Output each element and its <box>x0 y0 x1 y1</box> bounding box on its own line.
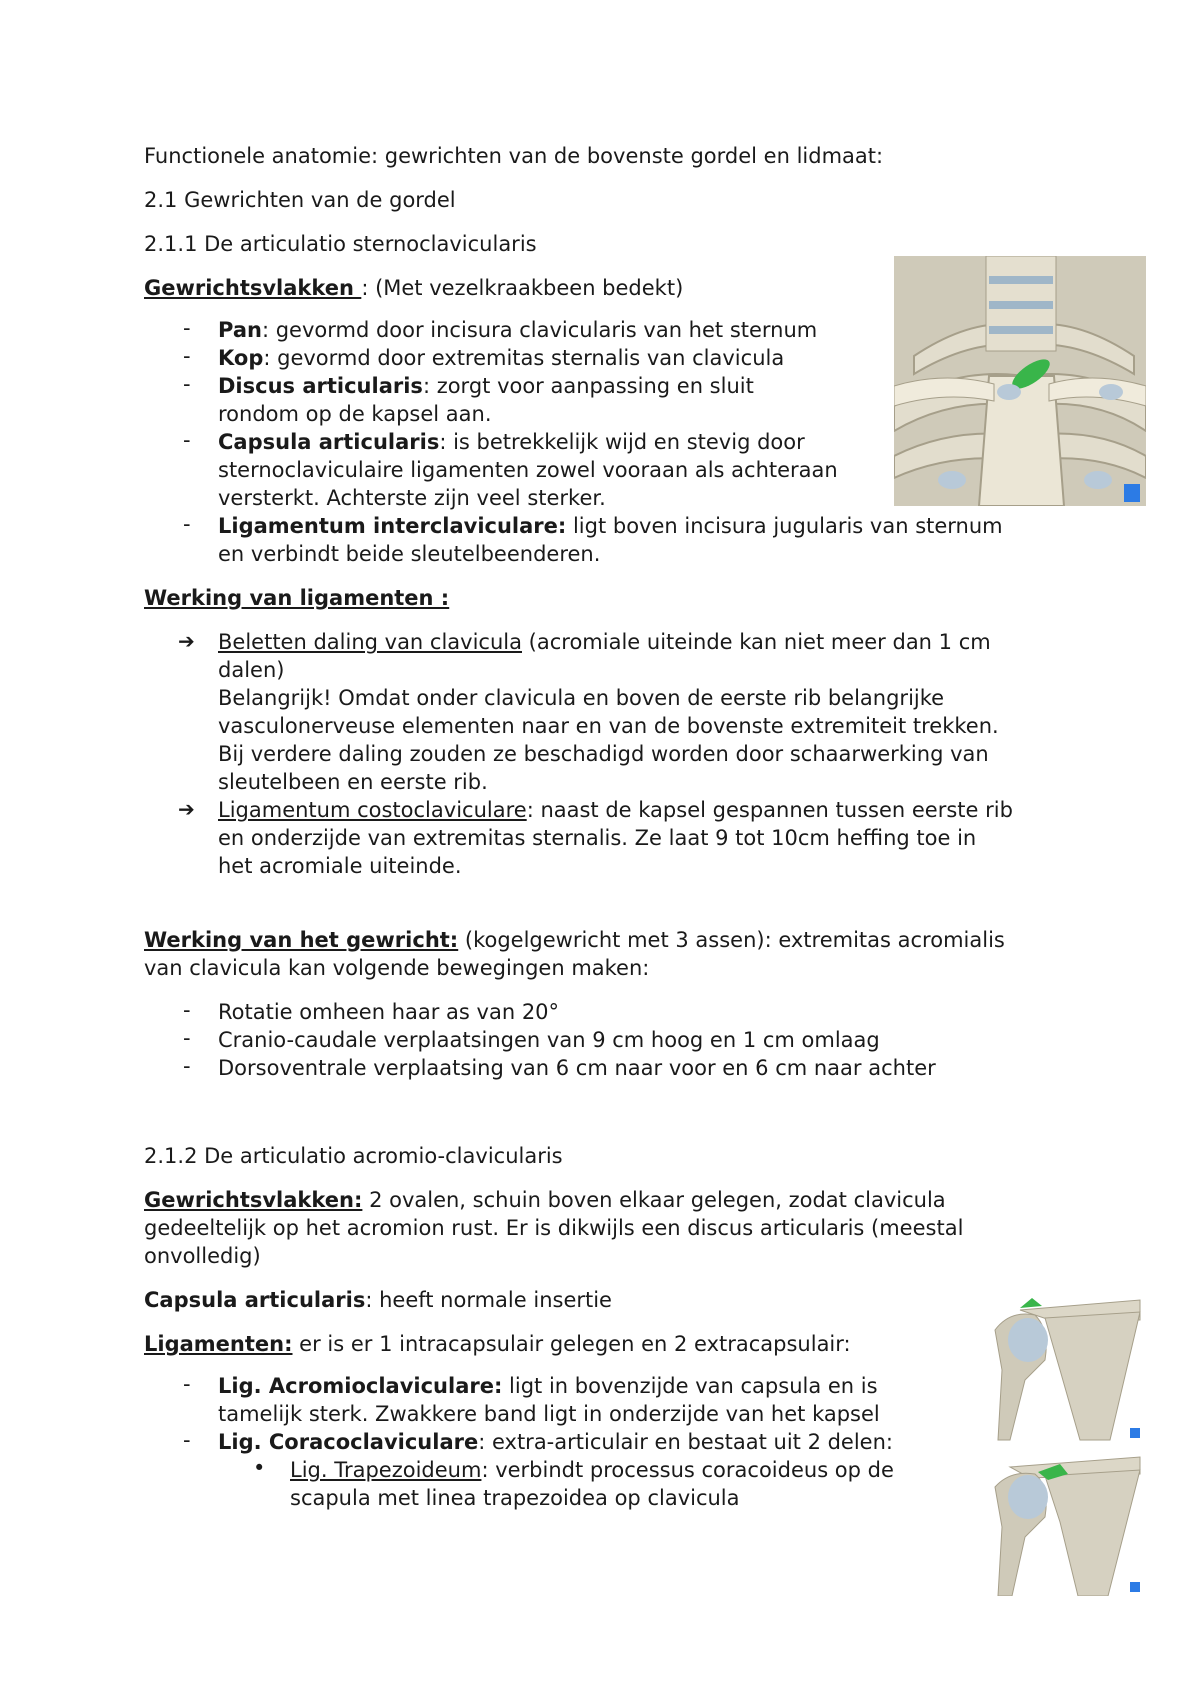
arrow-item-underlined: Beletten daling van clavicula <box>218 630 522 654</box>
arrow-item <box>218 796 1013 824</box>
item-term: Lig. Acromioclaviculare: <box>218 1374 503 1398</box>
movement-item: Dorsoventrale verplaatsing van 6 cm naar voor en 6 cm naar achter <box>218 1056 936 1080</box>
werking-gewricht-text-continued: van clavicula kan volgende bewegingen maken: <box>144 956 650 980</box>
list-dash: - <box>183 998 191 1022</box>
movement-item: Cranio-caudale verplaatsingen van 9 cm hoog en 1 cm omlaag <box>218 1028 880 1052</box>
list-item <box>218 512 1003 540</box>
item-term: Capsula articularis <box>218 430 440 454</box>
ligamenten-label: Ligamenten: <box>144 1332 293 1356</box>
list-dash: - <box>183 1372 191 1396</box>
gewrichtsvlakken2-text-continued: gedeeltelijk op het acromion rust. Er is dikwijls een discus articularis (meestal <box>144 1216 964 1240</box>
list-dash: - <box>183 428 191 452</box>
list-item <box>218 316 817 344</box>
section-heading-2-1-2: 2.1.2 De articulatio acromio-clavicularis <box>144 1144 563 1168</box>
bullet-icon: • <box>253 1456 266 1480</box>
sternoclavicular-illustration <box>894 256 1146 506</box>
gewrichtsvlakken-text: : (Met vezelkraakbeen bedekt) <box>361 276 684 300</box>
item-text-continued: versterkt. Achterste zijn veel sterker. <box>218 486 606 510</box>
gewrichtsvlakken2-line <box>144 1186 946 1214</box>
arrow-item-text: (acromiale uiteinde kan niet meer dan 1 cm <box>522 630 991 654</box>
werking-ligamenten-heading <box>144 584 449 612</box>
item-term: Lig. Coracoclaviculare <box>218 1430 479 1454</box>
list-dash: - <box>183 316 191 340</box>
section-heading-2-1-1: 2.1.1 De articulatio sternoclavicularis <box>144 232 537 256</box>
arrow-item-text: : naast de kapsel gespannen tussen eerste rib <box>526 798 1013 822</box>
list-item <box>218 372 754 400</box>
sub-item-text-continued: scapula met linea trapezoidea op clavicula <box>290 1486 740 1510</box>
list-dash: - <box>183 512 191 536</box>
gewrichtsvlakken-line <box>144 274 683 302</box>
werking-gewricht-line <box>144 926 1005 954</box>
arrow-item-text-continued: vasculonerveuse elementen naar en van de bovenste extremiteit trekken. <box>218 714 999 738</box>
gewrichtsvlakken2-text-continued: onvolledig) <box>144 1244 261 1268</box>
arrow-icon: ➔ <box>178 629 195 653</box>
arrow-item-text-continued: Belangrijk! Omdat onder clavicula en boven de eerste rib belangrijke <box>218 686 945 710</box>
list-dash: - <box>183 344 191 368</box>
watermark-badge <box>1130 1582 1140 1592</box>
item-text: : gevormd door extremitas sternalis van clavicula <box>263 346 785 370</box>
item-text: : extra-articulair en bestaat uit 2 delen: <box>478 1430 893 1454</box>
movement-item: Rotatie omheen haar as van 20° <box>218 1000 560 1024</box>
watermark-badge <box>1130 1428 1140 1438</box>
werking-gewricht-label: Werking van het gewricht: <box>144 928 459 952</box>
item-term: Kop <box>218 346 264 370</box>
item-term: Pan <box>218 318 262 342</box>
gewrichtsvlakken-label: Gewrichtsvlakken <box>144 276 362 300</box>
item-text: : is betrekkelijk wijd en stevig door <box>439 430 805 454</box>
capsula-line <box>144 1286 612 1314</box>
werking-ligamenten-label: Werking van ligamenten : <box>144 586 450 610</box>
item-text: : gevormd door incisura clavicularis van het sternum <box>261 318 818 342</box>
item-text-continued: rondom op de kapsel aan. <box>218 402 492 426</box>
item-text-continued: en verbindt beide sleutelbeenderen. <box>218 542 601 566</box>
sub-item-text: : verbindt processus coracoideus op de <box>481 1458 894 1482</box>
arrow-item-text-continued: sleutelbeen en eerste rib. <box>218 770 488 794</box>
werking-gewricht-text: (kogelgewricht met 3 assen): extremitas acromialis <box>458 928 1005 952</box>
arrow-item-underlined: Ligamentum costoclaviculare <box>218 798 527 822</box>
capsula-label: Capsula articularis <box>144 1288 366 1312</box>
watermark-badge <box>1124 484 1140 502</box>
arrow-item-text-continued: en onderzijde van extremitas sternalis. Ze laat 9 tot 10cm heffing toe in <box>218 826 977 850</box>
arrow-item-text-continued: dalen) <box>218 658 285 682</box>
list-item <box>218 344 784 372</box>
list-item <box>218 1428 893 1456</box>
section-heading-2-1: 2.1 Gewrichten van de gordel <box>144 188 456 212</box>
gewrichtsvlakken2-text: 2 ovalen, schuin boven elkaar gelegen, zodat clavicula <box>362 1188 946 1212</box>
item-text: ligt in bovenzijde van capsula en is <box>502 1374 878 1398</box>
capsula-text: : heeft normale insertie <box>365 1288 612 1312</box>
list-dash: - <box>183 372 191 396</box>
coracoclavicular-drawing <box>990 1452 1144 1596</box>
item-text-continued: tamelijk sterk. Zwakkere band ligt in onderzijde van het kapsel <box>218 1402 880 1426</box>
sub-item-underlined: Lig. Trapezoideum <box>290 1458 482 1482</box>
arrow-item-text-continued: het acromiale uiteinde. <box>218 854 462 878</box>
acromioclavicular-illustration <box>990 1290 1144 1442</box>
sternoclavicular-drawing <box>894 256 1146 506</box>
item-term: Ligamentum interclaviculare: <box>218 514 567 538</box>
acromioclavicular-drawing <box>990 1290 1144 1442</box>
item-text-continued: sternoclaviculaire ligamenten zowel vooraan als achteraan <box>218 458 838 482</box>
arrow-item <box>218 628 991 656</box>
list-item <box>218 428 805 456</box>
item-term: Discus articularis <box>218 374 423 398</box>
list-dash: - <box>183 1054 191 1078</box>
ligamenten-line <box>144 1330 851 1358</box>
arrow-item-text-continued: Bij verdere daling zouden ze beschadigd worden door schaarwerking van <box>218 742 989 766</box>
ligamenten-text: er is er 1 intracapsulair gelegen en 2 extracapsulair: <box>292 1332 851 1356</box>
list-dash: - <box>183 1026 191 1050</box>
document-title: Functionele anatomie: gewrichten van de bovenste gordel en lidmaat: <box>144 144 884 168</box>
coracoclavicular-illustration <box>990 1452 1144 1596</box>
item-text: ligt boven incisura jugularis van sternum <box>566 514 1003 538</box>
list-dash: - <box>183 1428 191 1452</box>
list-item <box>218 1372 878 1400</box>
sub-item <box>290 1456 894 1484</box>
arrow-icon: ➔ <box>178 797 195 821</box>
gewrichtsvlakken2-label: Gewrichtsvlakken: <box>144 1188 363 1212</box>
item-text: : zorgt voor aanpassing en sluit <box>422 374 754 398</box>
